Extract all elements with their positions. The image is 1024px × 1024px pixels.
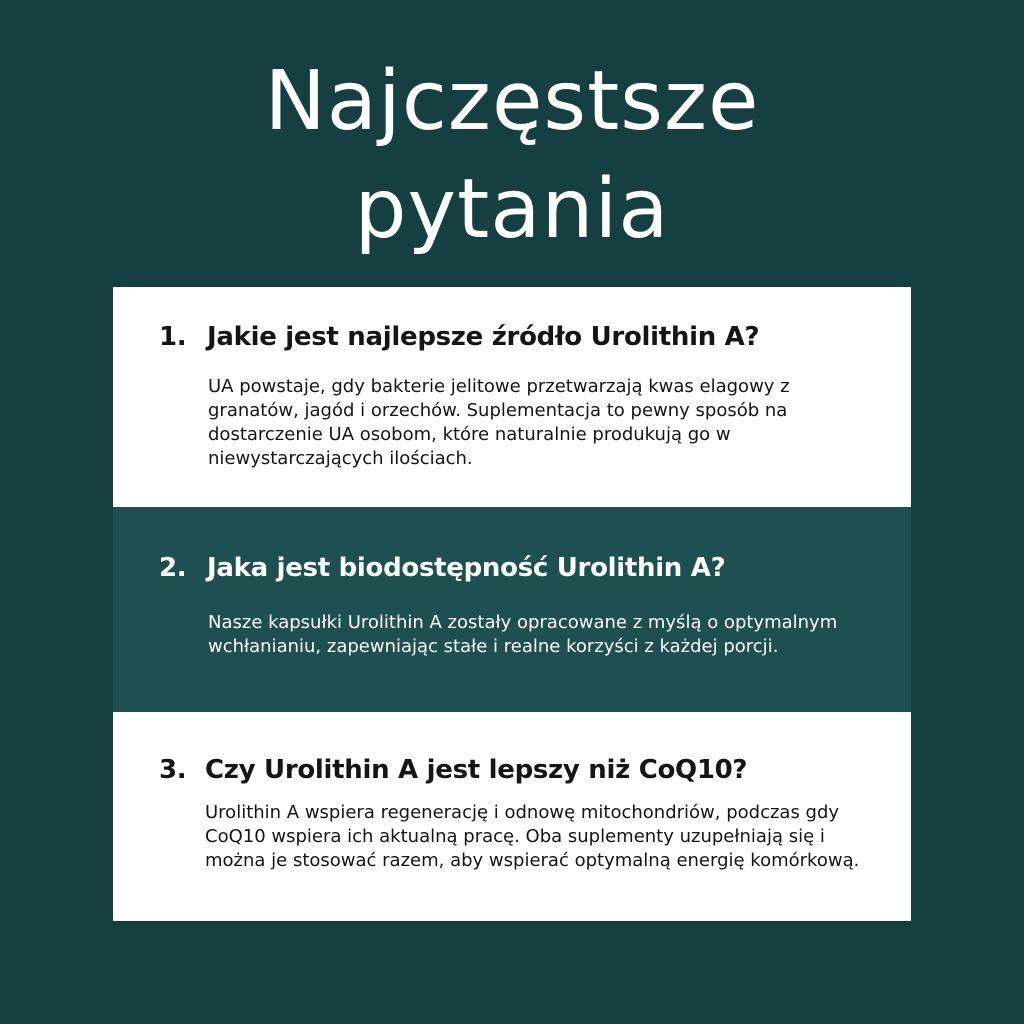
- title-line-2: pytania: [354, 162, 670, 257]
- faq-question-text-2: Jaka jest biodostępność Urolithin A?: [207, 553, 726, 583]
- faq-item-2: [113, 507, 911, 712]
- faq-question-text-3: Czy Urolithin A jest lepszy niż CoQ10?: [205, 755, 748, 785]
- faq-item-3: [113, 712, 911, 921]
- faq-number-1: 1.: [159, 322, 187, 352]
- faq-answer-1: UA powstaje, gdy bakterie jelitowe przetwarzają kwas elagowy z granatów, jagód i orzechów. Suplementacja to pewny sposób na dostarczenie UA osobom, które naturalnie produkują go w niewystarczających ilościach.: [208, 376, 790, 469]
- faq-question-text-1: Jakie jest najlepsze źródło Urolithin A?: [207, 322, 760, 352]
- faq-item-1: [113, 287, 911, 507]
- faq-answer-2: Nasze kapsułki Urolithin A zostały opracowane z myślą o optymalnym wchłanianiu, zapewniając stałe i realne korzyści z każdej porcji.: [208, 612, 838, 657]
- faq-number-2: 2.: [159, 553, 187, 583]
- faq-number-3: 3.: [159, 755, 187, 785]
- faq-answer-3: Urolithin A wspiera regenerację i odnowę mitochondriów, podczas gdy CoQ10 wspiera ich aktualną pracę. Oba suplementy uzupełniają się i można je stosować razem, aby wspierać optymalną energię komórkową.: [205, 802, 860, 871]
- title-line-1: Najczęstsze: [264, 54, 760, 149]
- page-title: [0, 48, 1024, 264]
